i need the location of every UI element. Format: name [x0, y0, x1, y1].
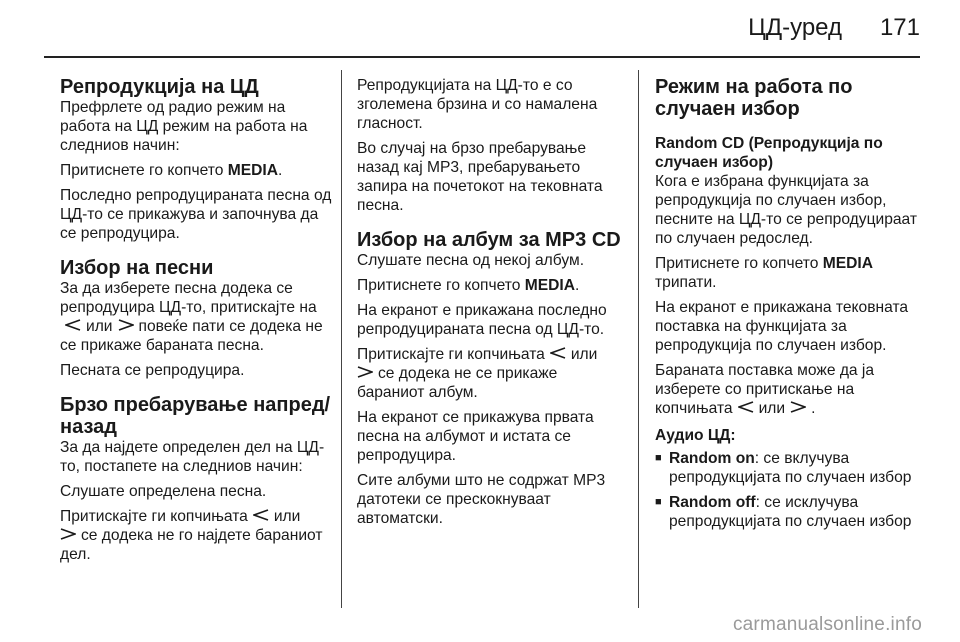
triangle-right-icon [357, 366, 373, 378]
paragraph: За да најдете определен дел на ЦД-то, постапете на следниов начин: [60, 439, 325, 475]
watermark: carmanualsonline.info [732, 614, 922, 635]
header-rule [44, 56, 920, 58]
page-number: 171 [879, 14, 920, 41]
paragraph: На екранот се прикажува првата песна на албумот и истата се репродуцира. [357, 409, 594, 464]
paragraph: Сите албуми што не содржат MP3 датотеки се прескокнуваат автоматски. [357, 472, 606, 527]
media-key-label: MEDIA [524, 277, 575, 294]
section-title-fast-search: Брзо пребарување напред/ назад [60, 394, 331, 438]
column-2 [357, 76, 629, 534]
section-title-track-select: Избор на песни [60, 257, 214, 279]
media-key-label: MEDIA [227, 162, 278, 179]
list-item: ■ Random off: се исклучува репродукцијата по случаен избор [655, 494, 912, 530]
paragraph: За да изберете песна додека се репродуцира ЦД-то, притискајте на или повеќе пати се додека не се прикаже бараната песна. [60, 280, 323, 354]
square-bullet-icon: ■ [655, 452, 662, 464]
paragraph: Префрлете од радио режим на работа на ЦД режим на работа на следниов начин: [60, 99, 308, 154]
paragraph: Репродукцијата на ЦД-то е со зголемена брзина и со намалена гласност. [357, 77, 598, 132]
triangle-right-icon [790, 401, 806, 413]
paragraph: Песната се репродуцира. [60, 362, 245, 379]
paragraph: На екранот е прикажана тековната поставка на функцијата за репродукција по случаен избор. [655, 299, 909, 354]
triangle-right-icon [60, 528, 76, 540]
column-1 [60, 76, 332, 570]
paragraph: Притискајте ги копчињата или се додека не го најдете бараниот дел. [60, 508, 323, 563]
triangle-left-icon [550, 347, 566, 359]
column-divider [341, 70, 342, 608]
triangle-left-icon [738, 401, 754, 413]
triangle-right-icon [118, 319, 134, 331]
section-title-mp3-album: Избор на албум за MP3 CD [357, 229, 621, 251]
triangle-left-icon [253, 509, 269, 521]
list-item: ■ Random on: се вклучува репродукцијата по случаен избор [655, 450, 912, 486]
triangle-left-icon [65, 319, 81, 331]
column-3 [655, 76, 925, 537]
paragraph: Слушате песна од некој албум. [357, 252, 585, 269]
paragraph: Притискајте ги копчињата или се додека не се прикаже бараниот албум. [357, 346, 598, 401]
section-title-cd-playback: Репродукција на ЦД [60, 76, 259, 98]
paragraph: Кога е избрана функцијата за репродукција по случаен избор, песните на ЦД-то се репродуцираат по случаен редослед. [655, 173, 918, 247]
page-title: ЦД-уред [748, 14, 842, 41]
paragraph: Притиснете го копчето MEDIA. [60, 162, 283, 179]
subsection-title-audio-cd: Аудио ЦД: [655, 427, 736, 444]
media-key-label: MEDIA [822, 255, 873, 272]
square-bullet-icon: ■ [655, 496, 662, 508]
paragraph: На екранот е прикажана последно репродуцираната песна од ЦД-то. [357, 302, 607, 338]
paragraph: Последно репродуцираната песна од ЦД-то се прикажува и започнува да се репродуцира. [60, 187, 332, 242]
paragraph: Слушате определена песна. [60, 483, 267, 500]
paragraph: Бараната поставка може да ја изберете со притискање на копчињата или . [655, 362, 875, 417]
section-title-random-mode: Режим на работа по случаен избор [655, 76, 853, 120]
column-divider [638, 70, 639, 608]
subsection-title-random-cd: Random CD (Репродукција по случаен избор) [655, 135, 883, 171]
paragraph: Во случај на брзо пребарување назад кај MP3, пребарувањето запира на почетокот на тековната песна. [357, 140, 603, 214]
paragraph: Притиснете го копчето MEDIA трипати. [655, 255, 873, 291]
paragraph: Притиснете го копчето MEDIA. [357, 277, 580, 294]
page-header [0, 0, 960, 56]
